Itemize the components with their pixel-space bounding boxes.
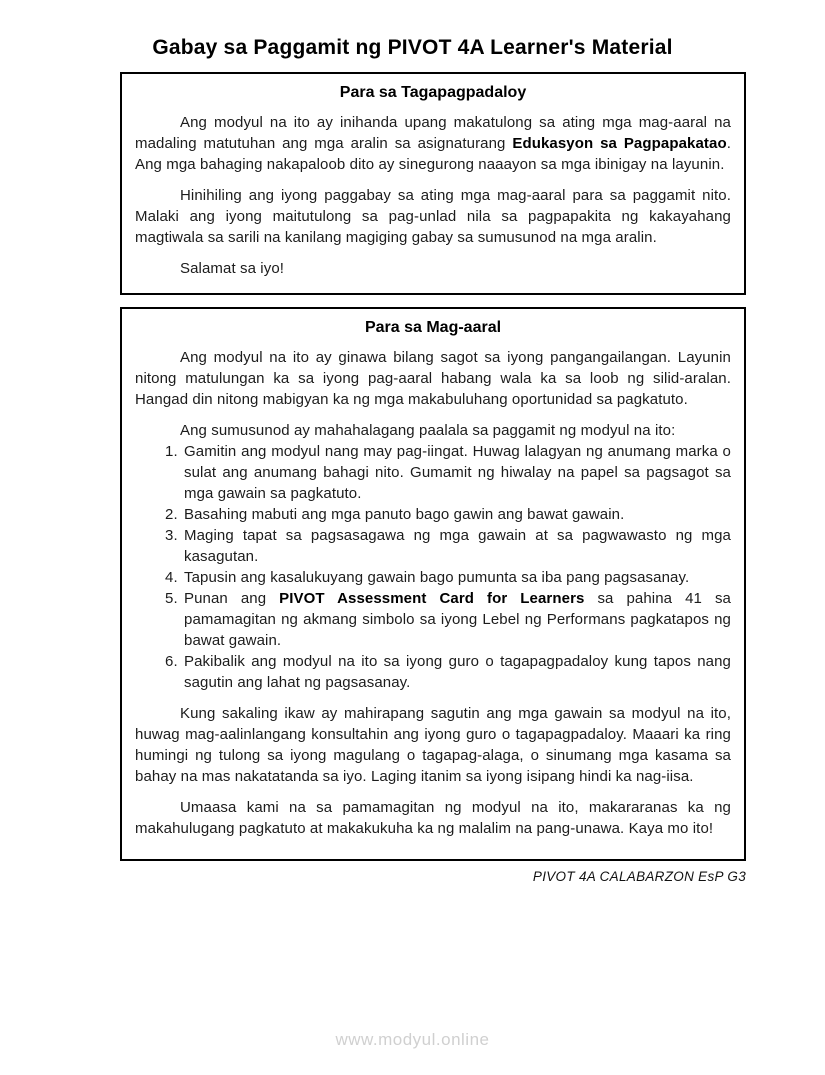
learner-box-heading: Para sa Mag-aaral [364, 319, 502, 336]
list-item [182, 441, 731, 504]
facilitator-paragraph-1-bold: Edukasyon sa Pagpapakatao [512, 135, 727, 152]
watermark: www.modyul.online [335, 1030, 490, 1049]
content-column [120, 72, 746, 861]
list-item-text-bold: PIVOT Assessment Card for Learners [279, 590, 585, 607]
list-item-text-pre: Punan ang [184, 590, 280, 607]
list-item-text: Basahing mabuti ang mga panuto bago gawin ang bawat gawain. [184, 506, 625, 523]
list-item-text: Maging tapat sa pagsasagawa ng mga gawain at sa pagwawasto ng mga kasagutan. [184, 527, 731, 565]
facilitator-paragraph-2: Hinihiling ang iyong paggabay sa ating mga mag-aaral para sa paggamit nito. Malaki ang iyong maitutulong sa pag-unlad nila sa pagpapakita ng kakayahang magtiwala sa sarili na kanilang magiging gabay sa sumusunod na mga aralin. [135, 187, 731, 246]
page-footer: PIVOT 4A CALABARZON EsP G3 [532, 869, 746, 884]
reminders-list [135, 441, 731, 693]
facilitator-paragraph-1-pre: Ang modyul na ito ay inihanda upang makatulong sa ating mga mag-aaral na madaling matutuhan ang mga aralin sa asignaturang [135, 114, 731, 152]
list-item [182, 525, 731, 567]
list-item [182, 567, 731, 588]
learner-paragraph-3: Kung sakaling ikaw ay mahirapang sagutin ang mga gawain sa modyul na ito, huwag mag-aalinlangang konsultahin ang iyong guro o tagapagpadaloy. Maaari ka ring humingi ng tulong sa iyong magulang o tagapag-alaga, o sinumang mga kasama sa bahay na mas nakatatanda sa iyo. Laging itanim sa iyong isipang hindi ka nag-iisa. [135, 705, 731, 785]
list-item [182, 504, 731, 525]
list-item-text: Gamitin ang modyul nang may pag-iingat. Huwag lalagyan ng anumang marka o sulat ang anumang bahagi nito. Gumamit ng hiwalay na papel sa pagsagot sa mga gawain sa pagkatuto. [184, 443, 731, 502]
page-title: Gabay sa Paggamit ng PIVOT 4A Learner's Material [152, 36, 673, 59]
facilitator-box [120, 72, 746, 295]
facilitator-paragraph-1 [135, 112, 731, 175]
list-item-text: Tapusin ang kasalukuyang gawain bago pumunta sa iba pang pagsasanay. [184, 569, 690, 586]
learner-paragraph-1: Ang modyul na ito ay ginawa bilang sagot sa iyong pangangailangan. Layunin nitong matulungan ka sa iyong pag-aaral habang wala ka sa loob ng silid-aralan. Hangad din nitong mabigyan ka ng mga makabuluhang oportunidad sa pagkatuto. [135, 349, 731, 408]
facilitator-paragraph-1-post: . Ang mga bahaging nakapaloob dito ay sinegurong naaayon sa mga ibinigay na layunin. [135, 135, 731, 173]
facilitator-box-heading: Para sa Tagapagpadaloy [339, 84, 527, 101]
learner-paragraph-2: Ang sumusunod ay mahahalagang paalala sa paggamit ng modyul na ito: [180, 422, 676, 439]
list-item [182, 588, 731, 651]
list-item [182, 651, 731, 693]
facilitator-closing: Salamat sa iyo! [180, 260, 285, 277]
learner-box [120, 307, 746, 861]
list-item-text-post: sa pahina 41 sa pamamagitan ng akmang simbolo sa iyong Lebel ng Performans pagkatapos ng bawat gawain. [184, 590, 731, 649]
list-item-text: Pakibalik ang modyul na ito sa iyong guro o tagapagpadaloy kung tapos nang sagutin ang lahat ng pagsasanay. [184, 653, 731, 691]
learner-paragraph-4: Umaasa kami na sa pamamagitan ng modyul na ito, makararanas ka ng makahulugang pagkatuto at makakukuha ka ng malalim na pang-unawa. Kaya mo ito! [135, 799, 731, 837]
